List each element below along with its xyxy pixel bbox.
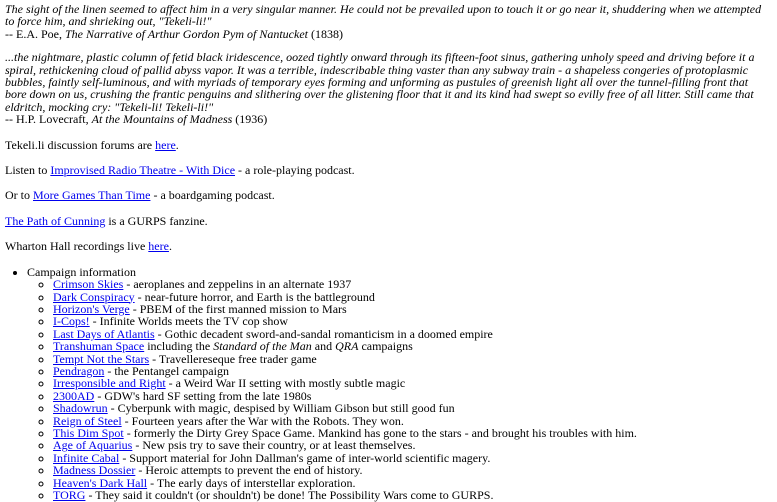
campaign-link-torg[interactable]: TORG xyxy=(53,488,86,502)
campaign-desc: - Heroic attempts to prevent the end of history. xyxy=(135,463,363,478)
radio-line xyxy=(5,164,772,176)
campaign-link-crimson-skies[interactable]: Crimson Skies xyxy=(53,277,124,292)
lovecraft-quote xyxy=(5,51,772,125)
campaign-link-this-dim-spot[interactable]: This Dim Spot xyxy=(53,425,124,440)
campaign-desc: - Support material for John Dallman's game of inter-world scientific magery. xyxy=(119,450,491,465)
cunning-line xyxy=(5,215,772,227)
campaign-desc: - near-future horror, and Earth is the battleground xyxy=(134,289,375,304)
campaign-desc-post: campaigns xyxy=(358,339,413,354)
campaign-section xyxy=(27,266,772,502)
campaign-link-tempt-not-the-stars[interactable]: Tempt Not the Stars xyxy=(53,351,150,366)
campaign-link-transhuman-space[interactable]: Transhuman Space xyxy=(53,339,145,354)
games-desc: - a boardgaming podcast. xyxy=(150,188,275,203)
lovecraft-work-title: At the Mountains of Madness xyxy=(91,112,233,127)
campaign-desc: - GDW's hard SF setting from the late 1980s xyxy=(94,388,312,403)
campaign-heading: Campaign information xyxy=(27,264,136,279)
games-podcast-link[interactable]: More Games Than Time xyxy=(33,188,151,203)
games-text: Or to xyxy=(5,188,33,203)
wharton-period: . xyxy=(168,239,172,254)
campaign-desc: - The early days of interstellar exploration. xyxy=(147,475,356,490)
campaign-desc-pre: including the xyxy=(144,339,214,354)
campaign-desc: - formerly the Dirty Grey Space Game. Mankind has gone to the stars - and brought his troubles with him. xyxy=(123,425,637,440)
cunning-desc: is a GURPS fanzine. xyxy=(105,213,208,228)
poe-year: (1838) xyxy=(307,26,343,41)
campaign-qra: QRA xyxy=(335,339,359,354)
campaign-link-age-of-aquarius[interactable]: Age of Aquarius xyxy=(53,438,133,453)
campaign-desc: - Cyberpunk with magic, despised by William Gibson but still good fun xyxy=(107,401,455,416)
campaign-link-irresponsible-and-right[interactable]: Irresponsible and Right xyxy=(53,376,166,391)
poe-work-title: The Narrative of Arthur Gordon Pym of Nantucket xyxy=(65,26,308,41)
campaign-link-heavens-dark-hall[interactable]: Heaven's Dark Hall xyxy=(53,475,148,490)
campaign-sublist xyxy=(27,278,772,501)
poe-attribution xyxy=(5,28,772,40)
campaign-list xyxy=(5,266,772,502)
lovecraft-quote-text: ...the nightmare, plastic column of fetid black iridescence, oozed tightly onward through its fifteen-foot sinus, gathering unholy speed and driving before it a spiral, rethickening cloud of pallid abyss vapor. It was a terrible, indescribable thing vaster than any subway train - a shapeless congeries of protoplasmic bubbles, faintly self-luminous, and with myriads of temporary eyes forming and unforming as pustules of greenish light all over the tunnel-filling front that bore down on us, crushing the frantic penguins and slithering over the glistening floor that it and its kind had swept so evilly free of all litter. Still came that eldritch, mocking cry: "Tekeli-li! Tekeli-li!" xyxy=(5,50,755,114)
forums-period: . xyxy=(175,137,179,152)
campaign-desc: - PBEM of the first manned mission to Mars xyxy=(129,301,347,316)
campaign-link-dark-conspiracy[interactable]: Dark Conspiracy xyxy=(53,289,135,304)
campaign-desc: - New psis try to save their country, or at least themselves. xyxy=(132,438,416,453)
forums-text: Tekeli.li discussion forums are xyxy=(5,137,156,152)
campaign-desc: - a Weird War II setting with mostly subtle magic xyxy=(165,376,406,391)
wharton-text: Wharton Hall recordings live xyxy=(5,239,149,254)
lovecraft-year: (1936) xyxy=(232,112,268,127)
campaign-desc: - the Pentangel campaign xyxy=(104,363,229,378)
campaign-desc: - They said it couldn't (or shouldn't) be done! The Possibility Wars come to GURPS. xyxy=(85,488,494,502)
campaign-link-horizons-verge[interactable]: Horizon's Verge xyxy=(53,301,130,316)
campaign-desc: - Gothic decadent sword-and-sandal romanticism in a doomed empire xyxy=(154,326,493,341)
wharton-line xyxy=(5,240,772,252)
wharton-link[interactable]: here xyxy=(148,239,169,254)
lovecraft-attribution-prefix: -- H.P. Lovecraft, xyxy=(5,112,92,127)
path-of-cunning-link[interactable]: The Path of Cunning xyxy=(5,213,106,228)
campaign-link-shadowrun[interactable]: Shadowrun xyxy=(53,401,108,416)
radio-desc: - a role-playing podcast. xyxy=(235,163,355,178)
forums-line xyxy=(5,139,772,151)
poe-quote xyxy=(5,0,772,40)
campaign-desc-mid: and xyxy=(311,339,336,354)
games-line xyxy=(5,189,772,201)
campaign-link-madness-dossier[interactable]: Madness Dossier xyxy=(53,463,136,478)
campaign-desc: - Travellereseque free trader game xyxy=(149,351,317,366)
campaign-desc: - aeroplanes and zeppelins in an alternate 1937 xyxy=(123,277,352,292)
forums-link[interactable]: here xyxy=(155,137,176,152)
campaign-link-i-cops[interactable]: I-Cops! xyxy=(53,314,90,329)
campaign-item xyxy=(53,489,772,501)
campaign-link-last-days-of-atlantis[interactable]: Last Days of Atlantis xyxy=(53,326,155,341)
poe-quote-text: The sight of the linen seemed to affect him in a very singular manner. He could not be prevailed upon to touch it or go near it, shuddering when we attempted to force him, and shrieking out, "Tekeli-li!" xyxy=(5,2,762,29)
campaign-link-pendragon[interactable]: Pendragon xyxy=(53,363,105,378)
lovecraft-attribution xyxy=(5,113,772,125)
campaign-standard-of-the-man: Standard of the Man xyxy=(213,339,312,354)
campaign-desc: - Fourteen years after the War with the Robots. They won. xyxy=(121,413,404,428)
campaign-link-reign-of-steel[interactable]: Reign of Steel xyxy=(53,413,122,428)
campaign-link-infinite-cabal[interactable]: Infinite Cabal xyxy=(53,450,120,465)
campaign-desc: - Infinite Worlds meets the TV cop show xyxy=(89,314,289,329)
campaign-link-2300ad[interactable]: 2300AD xyxy=(53,388,95,403)
poe-attribution-prefix: -- E.A. Poe, xyxy=(5,26,65,41)
radio-text: Listen to xyxy=(5,163,51,178)
radio-podcast-link[interactable]: Improvised Radio Theatre - With Dice xyxy=(50,163,236,178)
